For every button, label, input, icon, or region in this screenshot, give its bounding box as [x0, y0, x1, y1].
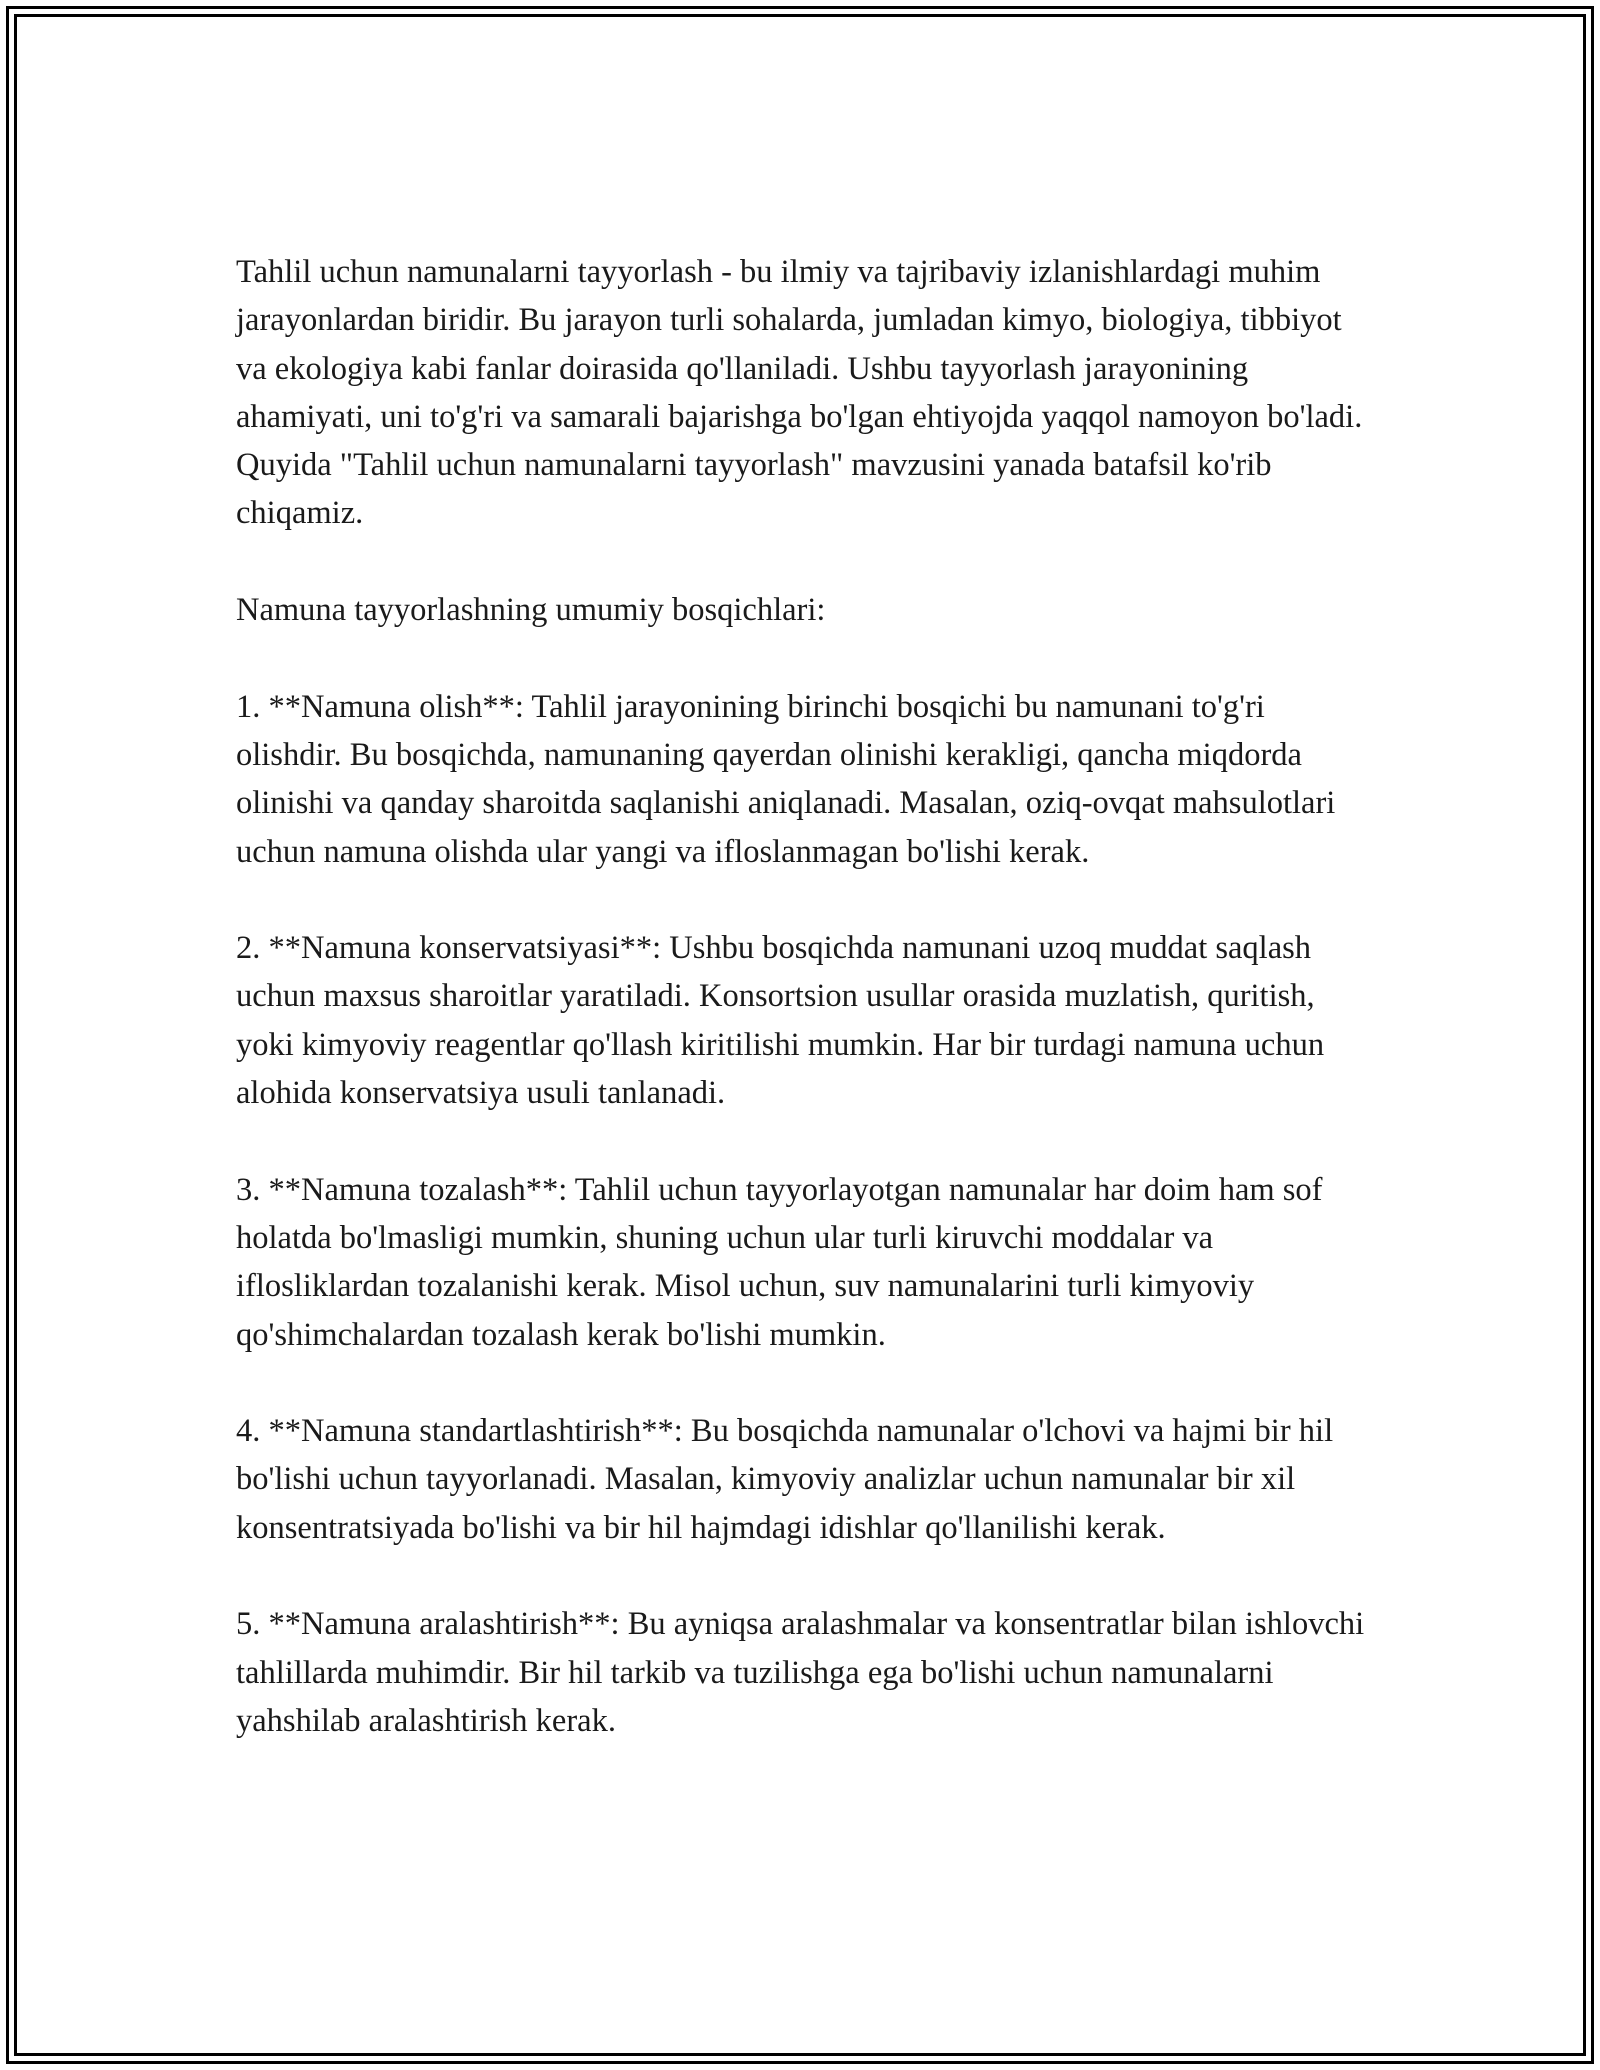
step-3-paragraph: 3. **Namuna tozalash**: Tahlil uchun tayyorlayotgan namunalar har doim ham sof holatda bo'lmasligi mumkin, shuning uchun ular turli kiruvchi moddalar va iflosliklardan tozalanishi kerak. Misol uchun, suv namunalarini turli kimyoviy qo'shimchalardan tozalash kerak bo'lishi mumkin.	[236, 1171, 1323, 1353]
step-2-paragraph: 2. **Namuna konservatsiyasi**: Ushbu bosqichda namunani uzoq muddat saqlash uchun maxsus sharoitlar yaratiladi. Konsortsion usullar orasida muzlatish, quritish, yoki kimyoviy reagentlar qo'llash kiritilishi mumkin. Har bir turdagi namuna uchun alohida konservatsiya usuli tanlanadi.	[236, 930, 1325, 1112]
steps-heading: Namuna tayyorlashning umumiy bosqichlari:	[236, 592, 826, 629]
step-1-paragraph: 1. **Namuna olish**: Tahlil jarayonining birinchi bosqichi bu namunani to'g'ri olishdir. Bu bosqichda, namunaning qayerdan olinishi kerakligi, qancha miqdorda olinishi va qanday sharoitda saqlanishi aniqlanadi. Masalan, oziq-ovqat mahsulotlari uchun namuna olishda ular yangi va ifloslanmagan bo'lishi kerak.	[236, 688, 1336, 870]
step-5-paragraph: 5. **Namuna aralashtirish**: Bu ayniqsa aralashmalar va konsentratlar bilan ishlovchi tahlillarda muhimdir. Bir hil tarkib va tuzilishga ega bo'lishi uchun namunalarni yahshilab aralashtirish kerak.	[236, 1606, 1365, 1739]
intro-paragraph: Tahlil uchun namunalarni tayyorlash - bu ilmiy va tajribaviy izlanishlardagi muhim jarayonlardan biridir. Bu jarayon turli sohalarda, jumladan kimyo, biologiya, tibbiyot va ekologiya kabi fanlar doirasida qo'llaniladi. Ushbu tayyorlash jarayonining ahamiyati, uni to'g'ri va samarali bajarishga bo'lgan ehtiyojda yaqqol namoyon bo'ladi. Quyida "Tahlil uchun namunalarni tayyorlash" mavzusini yanada batafsil ko'rib chiqamiz.	[236, 254, 1363, 532]
document-body	[236, 248, 1376, 1745]
step-4-paragraph: 4. **Namuna standartlashtirish**: Bu bosqichda namunalar o'lchovi va hajmi bir hil bo'lishi uchun tayyorlanadi. Masalan, kimyoviy analizlar uchun namunalar bir xil konsentratsiyada bo'lishi va bir hil hajmdagi idishlar qo'llanilishi kerak.	[236, 1413, 1334, 1546]
